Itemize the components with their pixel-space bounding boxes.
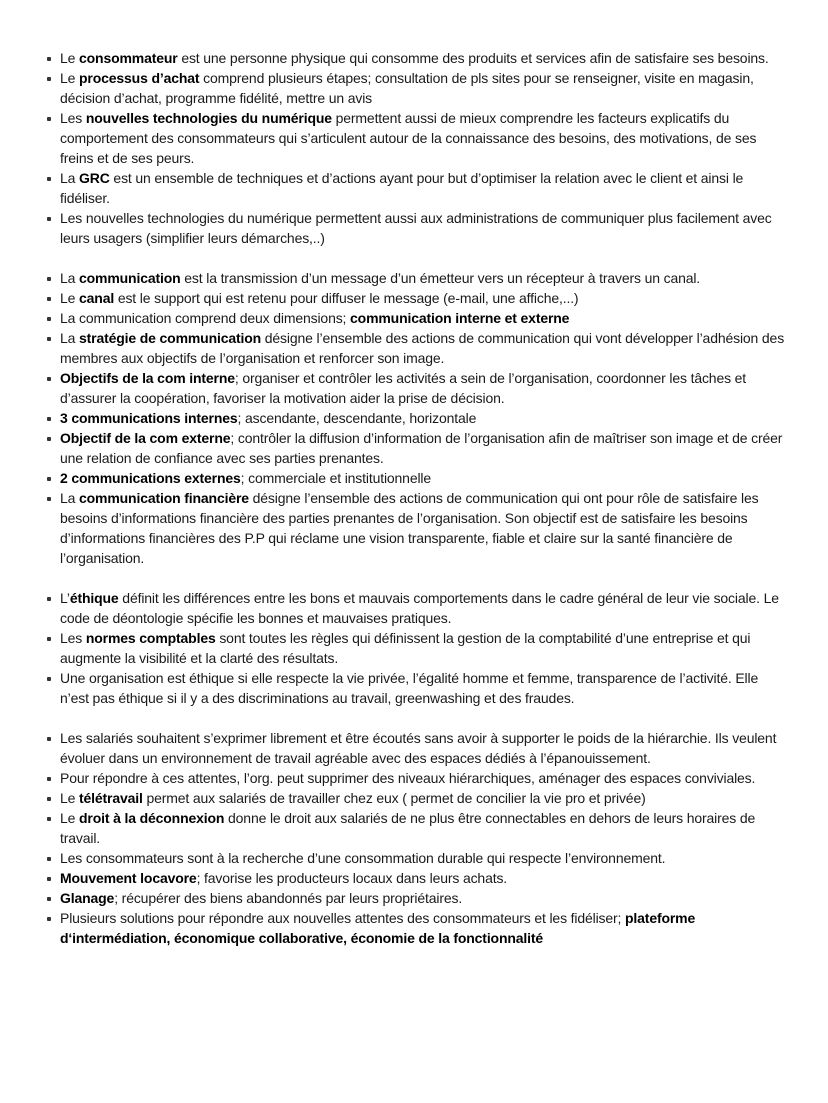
- bullet-item: [60, 768, 788, 788]
- bullet-item: [60, 728, 788, 768]
- bold-term: communication financière: [79, 490, 249, 506]
- bold-term: plateforme d‘intermédiation, économique collaborative, économie de la fonctionnalité: [60, 910, 696, 946]
- bold-term: stratégie de communication: [79, 330, 262, 346]
- bullet-item: [60, 488, 788, 568]
- bullet-item: [60, 868, 788, 888]
- bullet-item: [60, 368, 788, 408]
- text-segment: La: [60, 490, 80, 506]
- bullet-item: [60, 888, 788, 908]
- text-segment: Pour répondre à ces attentes, l’org. peut supprimer des niveaux hiérarchiques, aménager des espaces conviviales.: [60, 770, 756, 786]
- bullet-item: [60, 208, 788, 248]
- text-segment: donne le droit aux salariés de ne plus être connectables en dehors de leurs horaires de travail.: [60, 810, 756, 846]
- bold-term: Mouvement locavore: [60, 870, 197, 886]
- text-segment: est un ensemble de techniques et d’actions ayant pour but d’optimiser la relation avec le client et ainsi le fidéliser.: [60, 170, 744, 206]
- bold-term: communication: [79, 270, 181, 286]
- bold-term: télétravail: [79, 790, 143, 806]
- bullet-section: [60, 588, 788, 708]
- bold-term: 2 communications externes: [60, 470, 241, 486]
- text-segment: Une organisation est éthique si elle respecte la vie privée, l’égalité homme et femme, transparence de l’activité. Elle n’est pas éthique si il y a des discriminations au travail, greenwashing et des fraudes.: [60, 670, 759, 706]
- bullet-item: [60, 328, 788, 368]
- bullet-item: [60, 108, 788, 168]
- bold-term: Glanage: [60, 890, 115, 906]
- text-segment: La communication comprend deux dimensions;: [60, 310, 351, 326]
- text-segment: Les salariés souhaitent s’exprimer librement et être écoutés sans avoir à supporter le poids de la hiérarchie. Ils veulent évoluer dans un environnement de travail agréable avec des espaces dédiés à l’épanouissement.: [60, 730, 777, 766]
- text-segment: ; commerciale et institutionnelle: [240, 470, 432, 486]
- text-segment: Le: [60, 790, 80, 806]
- text-segment: La: [60, 270, 80, 286]
- text-segment: Les: [60, 110, 86, 126]
- bullet-item: [60, 428, 788, 468]
- bullet-item: [60, 668, 788, 708]
- bold-term: communication interne et externe: [350, 310, 570, 326]
- text-segment: Plusieurs solutions pour répondre aux nouvelles attentes des consommateurs et les fidéliser;: [60, 910, 626, 926]
- text-segment: désigne l’ensemble des actions de communication qui ont pour rôle de satisfaire les besoins d’informations financière des parties prenantes de l’organisation. Son objectif est de satisfaire les besoins d’informations financières des P.P qui réclame une vision transparente, fiable et claire sur la santé financière de l’organisation.: [60, 490, 759, 566]
- text-segment: définit les différences entre les bons et mauvais comportements dans le cadre général de leur vie sociale. Le code de déontologie spécifie les bonnes et mauvaises pratiques.: [60, 590, 779, 626]
- text-segment: Le: [60, 810, 80, 826]
- bold-term: GRC: [79, 170, 110, 186]
- bullet-item: [60, 908, 788, 948]
- text-segment: ; contrôler la diffusion d’information de l’organisation afin de maîtriser son image et de créer une relation de confiance avec ses parties prenantes.: [60, 430, 783, 466]
- bullet-section: [60, 268, 788, 568]
- text-segment: est la transmission d’un message d’un émetteur vers un récepteur à travers un canal.: [180, 270, 701, 286]
- text-segment: permettent aussi de mieux comprendre les facteurs explicatifs du comportement des consommateurs qui s’articulent autour de la connaissance des besoins, des motivations, de ses freins et de ses peurs.: [60, 110, 757, 166]
- text-segment: permet aux salariés de travailler chez eux ( permet de concilier la vie pro et privée): [142, 790, 646, 806]
- bullet-item: [60, 168, 788, 208]
- text-segment: ; organiser et contrôler les activités a sein de l’organisation, coordonner les tâches et d’assurer la coopération, favoriser la motivation aider la prise de décision.: [60, 370, 747, 406]
- bold-term: normes comptables: [85, 630, 216, 646]
- text-segment: Le: [60, 50, 80, 66]
- text-segment: La: [60, 170, 80, 186]
- bullet-item: [60, 788, 788, 808]
- text-segment: Les nouvelles technologies du numérique permettent aussi aux administrations de communiquer plus facilement avec leurs usagers (simplifier leurs démarches,..): [60, 210, 772, 246]
- bold-term: processus d’achat: [79, 70, 200, 86]
- text-segment: est le support qui est retenu pour diffuser le message (e-mail, une affiche,...): [114, 290, 579, 306]
- text-segment: sont toutes les règles qui définissent la gestion de la comptabilité d’une entreprise et qui augmente la visibilité et la clarté des résultats.: [60, 630, 751, 666]
- bullet-item: [60, 68, 788, 108]
- bold-term: Objectif de la com externe: [60, 430, 231, 446]
- text-segment: Le: [60, 290, 80, 306]
- bold-term: Objectifs de la com interne: [60, 370, 235, 386]
- bullet-section: [60, 728, 788, 948]
- bold-term: canal: [79, 290, 115, 306]
- bullet-item: [60, 48, 788, 68]
- text-segment: L’: [60, 590, 70, 606]
- bullet-item: [60, 308, 788, 328]
- text-segment: ; ascendante, descendante, horizontale: [237, 410, 477, 426]
- bold-term: 3 communications internes: [60, 410, 238, 426]
- bullet-item: [60, 588, 788, 628]
- bullet-item: [60, 628, 788, 668]
- bullet-item: [60, 408, 788, 428]
- bullet-item: [60, 268, 788, 288]
- bold-term: éthique: [69, 590, 119, 606]
- bold-term: nouvelles technologies du numérique: [85, 110, 332, 126]
- bullet-item: [60, 288, 788, 308]
- text-segment: La: [60, 330, 80, 346]
- text-segment: comprend plusieurs étapes; consultation de pls sites pour se renseigner, visite en magasin, décision d’achat, programme fidélité, mettre un avis: [60, 70, 754, 106]
- text-segment: désigne l’ensemble des actions de communication qui vont développer l’adhésion des membres aux objectifs de l’organisation et renforcer son image.: [60, 330, 785, 366]
- bullet-item: [60, 468, 788, 488]
- text-segment: Les: [60, 630, 86, 646]
- text-segment: ; favorise les producteurs locaux dans leurs achats.: [196, 870, 508, 886]
- text-segment: ; récupérer des biens abandonnés par leurs propriétaires.: [114, 890, 463, 906]
- text-segment: Le: [60, 70, 80, 86]
- text-segment: est une personne physique qui consomme des produits et services afin de satisfaire ses besoins.: [177, 50, 769, 66]
- bullet-section: [60, 48, 788, 248]
- bullet-item: [60, 808, 788, 848]
- text-segment: Les consommateurs sont à la recherche d’une consommation durable qui respecte l’environnement.: [60, 850, 666, 866]
- bold-term: consommateur: [79, 50, 178, 66]
- bold-term: droit à la déconnexion: [79, 810, 225, 826]
- bullet-item: [60, 848, 788, 868]
